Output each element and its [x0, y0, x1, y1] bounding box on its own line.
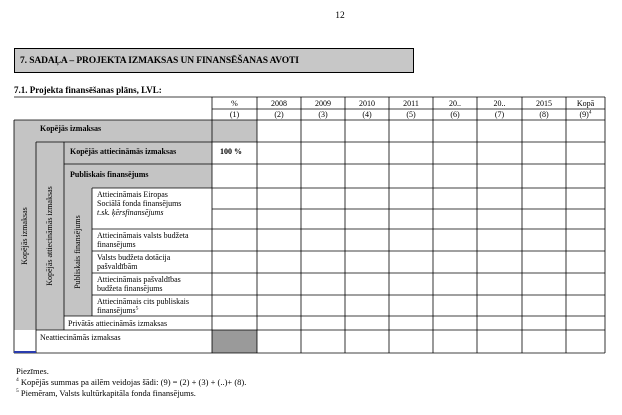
col-number-3: (3): [318, 110, 328, 119]
row-esf-line1: Attiecināmais Eiropas: [97, 190, 168, 199]
footnote-mark-5: 5: [135, 305, 139, 312]
row-municipality-grant: [97, 253, 170, 271]
row-state-budget: [97, 231, 189, 249]
row-esf-line2: Sociālā fonda finansējums: [97, 199, 182, 208]
notes-heading: Piezīmes.: [16, 366, 49, 376]
row-total-costs: Kopējās izmaksas: [40, 124, 102, 133]
row-municipal-budget-line2: budžeta finansējums: [97, 284, 163, 293]
col-header-2015: 2015: [536, 99, 552, 108]
row-other-public-line2: finansējums: [97, 306, 136, 315]
row-municipality-grant-line1: Valsts budžeta dotācija: [97, 253, 171, 262]
page-number: 12: [335, 11, 345, 21]
col-number-4: (4): [362, 110, 372, 119]
col-header-2010: 2010: [359, 99, 375, 108]
note-5: [16, 388, 246, 399]
shade-percent-noneligible: [212, 330, 257, 353]
row-other-public-line2-wrap: [97, 306, 189, 315]
row-non-eligible: Neattiecināmās izmaksas: [40, 333, 121, 342]
row-private-eligible: Privātās attiecināmās izmaksas: [68, 319, 168, 328]
col-number-5: (5): [406, 110, 416, 119]
table-subtitle: 7.1. Projekta finansēšanas plāns, LVL:: [14, 85, 162, 95]
vertical-label-total-costs: Kopējās izmaksas: [20, 207, 29, 265]
row-other-public-line1: Attiecināmais cits publiskais: [97, 297, 189, 306]
col-header-20b: 20..: [493, 99, 506, 108]
total-eligible-percent: 100 %: [220, 147, 242, 156]
col-number-7: (7): [494, 110, 505, 119]
col-header-total: Kopā: [576, 99, 595, 108]
col-header-percent: %: [231, 99, 238, 108]
col-header-2011: 2011: [403, 99, 419, 108]
col-number-1: (1): [229, 110, 240, 119]
footnote-mark-4: 4: [588, 109, 592, 116]
row-state-budget-line1: Attiecināmais valsts budžeta: [97, 231, 189, 240]
col-number-9: [566, 110, 605, 119]
col-number-6: (6): [450, 110, 460, 119]
vertical-label-public-funding: Publiskais finansējums: [73, 215, 82, 289]
note-4-text: Kopējās summas pa ailēm veidojas šādi: (9) = (2) + (3) + (..)+ (8).: [20, 377, 247, 387]
col-header-20a: 20..: [449, 99, 461, 108]
col-number-9-text: (9): [579, 110, 589, 119]
notes: [16, 366, 246, 399]
blue-mark: [14, 351, 36, 353]
note-4-mark: 4: [16, 377, 19, 384]
row-state-budget-line2: finansējums: [97, 240, 136, 249]
row-total-eligible: Kopējās attiecināmās izmaksas: [70, 147, 177, 156]
row-public-funding: Publiskais finansējums: [70, 170, 149, 179]
row-municipal-budget-line1: Attiecināmais pašvaldības: [97, 275, 181, 284]
note-5-text: Piemēram, Valsts kultūrkapitāla fonda finansējums.: [20, 388, 196, 398]
row-esf-cofinancing: t.sk. ķērsfinansējums: [97, 208, 164, 217]
col-header-2008: 2008: [271, 99, 287, 108]
row-other-public: [97, 297, 189, 315]
shade-percent-total: [212, 120, 257, 142]
row-municipal-budget: [97, 275, 181, 293]
col-header-2009: 2009: [315, 99, 331, 108]
vertical-label-eligible-costs: Kopējās attiecināmās izmaksas: [45, 186, 54, 286]
col-number-2: (2): [274, 110, 284, 119]
section-title: 7. SADAĻA – PROJEKTA IZMAKSAS UN FINANSĒŠANAS AVOTI: [14, 48, 414, 73]
col-number-8: (8): [539, 110, 549, 119]
note-4: [16, 377, 246, 388]
row-esf: [97, 190, 181, 217]
row-municipality-grant-line2: pašvaldībām: [97, 262, 138, 271]
note-5-mark: 5: [16, 388, 19, 395]
